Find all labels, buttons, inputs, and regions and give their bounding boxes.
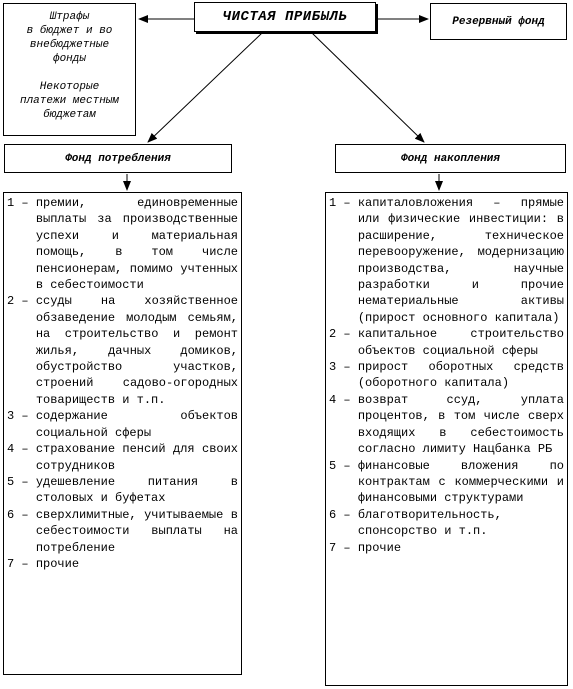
local-payments-line-3: бюджетам — [43, 109, 96, 121]
net-profit-title: ЧИСТАЯ ПРИБЫЛЬ — [222, 9, 348, 25]
arrow-to-fund-left — [148, 33, 262, 142]
list-item: 2 – ссуды на хозяйственное обзаведение молодым семьям, на строительство и ремонт жилья, дачных домиков, обустройство участков, строений садово-огородных товариществ и т.п. — [7, 294, 238, 407]
fines-line-4: фонды — [52, 53, 86, 65]
accumulation-list — [325, 192, 568, 686]
net-profit-box — [194, 2, 376, 32]
accumulation-fund-label: Фонд накопления — [400, 152, 501, 165]
list-item: 2 – капитальное строительство объектов социальной сферы — [329, 327, 564, 358]
fines-line-3: внебюджетные — [29, 39, 110, 51]
list-item: 6 – благотворительность, спонсорство и т.п. — [329, 507, 502, 539]
fines-line-1: Штрафы — [49, 11, 90, 23]
reserve-fund-box — [430, 3, 567, 40]
list-item: 5 – финансовые вложения по контрактам с коммерческими и финансовыми структурами — [329, 458, 564, 506]
local-payments-line-1: Некоторые — [39, 81, 100, 93]
list-item: 4 – возврат ссуд, уплата процентов, в том числе сверх входящих в себестоимость согласно лимиту Нацбанка РБ — [329, 392, 564, 457]
consumption-list — [3, 192, 242, 675]
local-payments-line-2: платежи местным — [19, 95, 120, 107]
fines-line-2: в бюджет и во — [26, 25, 113, 37]
list-item: 7 – прочие — [7, 556, 80, 571]
list-item: 5 – удешевление питания в столовых и буфетах — [7, 474, 238, 506]
consumption-fund-box — [4, 144, 232, 173]
fines-box — [3, 3, 136, 136]
list-item: 3 – прирост оборотных средств (оборотного капитала) — [329, 360, 564, 391]
reserve-fund-label: Резервный фонд — [452, 15, 545, 28]
list-item: 3 – содержание объектов социальной сферы — [7, 409, 238, 440]
accumulation-fund-box — [335, 144, 566, 173]
arrow-to-fund-right — [312, 33, 424, 142]
list-item: 4 – страхование пенсий для своих сотрудников — [7, 442, 238, 473]
consumption-fund-label: Фонд потребления — [65, 152, 171, 165]
list-item: 1 – премии, единовременные выплаты за производственные успехи и материальная помощь, в том числе пенсионерам, помимо учтенных в себестоимости — [7, 196, 238, 293]
list-item: 6 – сверхлимитные, учитываемые в себестоимости выплаты на потребление — [7, 507, 238, 555]
list-item: 1 – капиталовложения – прямые или физические инвестиции: в расширение, техническое перевооружение, модернизацию производства, научные разработки и прочие нематериальные активы (прирост основного капитала) — [329, 196, 564, 325]
list-item: 7 – прочие — [329, 540, 402, 555]
